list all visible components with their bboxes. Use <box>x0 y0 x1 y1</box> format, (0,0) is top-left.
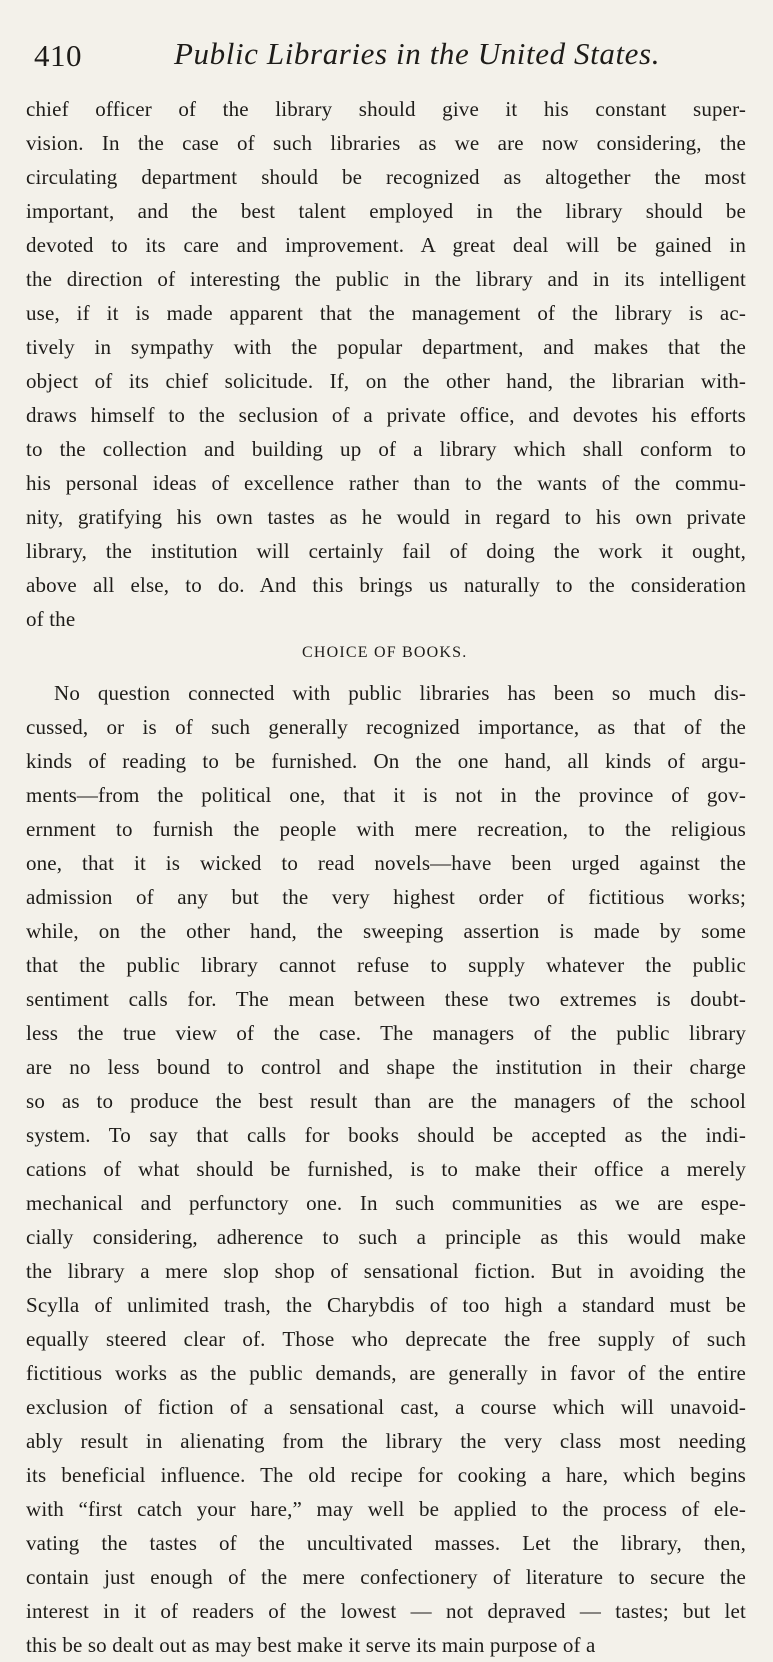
section-heading: CHOICE OF BOOKS. <box>302 644 468 661</box>
text-line: kinds of reading to be furnished. On the one hand, all kinds of argu- <box>26 749 746 773</box>
text-line: library, the institution will certainly fail of doing the work it ought, <box>26 539 746 563</box>
text-line: nity, gratifying his own tastes as he would in regard to his own private <box>26 505 746 529</box>
text-line: chief officer of the library should give it his constant super- <box>26 97 746 121</box>
text-line: the library a mere slop shop of sensational fiction. But in avoiding the <box>26 1259 746 1283</box>
text-line: that the public library cannot refuse to supply whatever the public <box>26 953 746 977</box>
text-line: contain just enough of the mere confectionery of literature to secure the <box>26 1565 746 1589</box>
text-line: circulating department should be recognized as altogether the most <box>26 165 746 189</box>
text-line: less the true view of the case. The managers of the public library <box>26 1021 746 1045</box>
text-line: sentiment calls for. The mean between these two extremes is doubt- <box>26 987 746 1011</box>
text-line: of the <box>26 607 76 631</box>
text-line: exclusion of fiction of a sensational cast, a course which will unavoid- <box>26 1395 746 1419</box>
text-line: the direction of interesting the public in the library and in its intelligent <box>26 267 746 291</box>
page-number: 410 <box>34 38 82 73</box>
text-line: cially considering, adherence to such a principle as this would make <box>26 1225 746 1249</box>
paragraph-1 <box>26 92 746 636</box>
running-title: Public Libraries in the United States. <box>174 36 661 71</box>
text-line: are no less bound to control and shape the institution in their charge <box>26 1055 746 1079</box>
text-line: vision. In the case of such libraries as we are now considering, the <box>26 131 746 155</box>
text-line: cations of what should be furnished, is to make their office a merely <box>26 1157 746 1181</box>
text-line: its beneficial influence. The old recipe for cooking a hare, which begins <box>26 1463 746 1487</box>
text-line: system. To say that calls for books should be accepted as the indi- <box>26 1123 746 1147</box>
text-line: devoted to its care and improvement. A great deal will be gained in <box>26 233 746 257</box>
paragraph-2 <box>26 676 746 1662</box>
text-line: vating the tastes of the uncultivated masses. Let the library, then, <box>26 1531 746 1555</box>
text-line: object of its chief solicitude. If, on the other hand, the librarian with- <box>26 369 746 393</box>
text-line: this be so dealt out as may best make it serve its main purpose of a <box>26 1633 596 1657</box>
text-line: admission of any but the very highest order of fictitious works; <box>26 885 746 909</box>
text-line: interest in it of readers of the lowest — not depraved — tastes; but let <box>26 1599 746 1623</box>
text-line: cussed, or is of such generally recognized importance, as that of the <box>26 715 746 739</box>
text-line: ernment to furnish the people with mere recreation, to the religious <box>26 817 746 841</box>
text-line: to the collection and building up of a library which shall conform to <box>26 437 746 461</box>
page-header <box>26 36 746 82</box>
text-line: with “first catch your hare,” may well be applied to the process of ele- <box>26 1497 746 1521</box>
text-line: tively in sympathy with the popular department, and makes that the <box>26 335 746 359</box>
text-line: fictitious works as the public demands, are generally in favor of the entire <box>26 1361 746 1385</box>
text-line: his personal ideas of excellence rather than to the wants of the commu- <box>26 471 746 495</box>
text-line: mechanical and perfunctory one. In such communities as we are espe- <box>26 1191 746 1215</box>
text-line: use, if it is made apparent that the management of the library is ac- <box>26 301 746 325</box>
book-page <box>26 36 746 1662</box>
text-line: No question connected with public libraries has been so much dis- <box>54 681 746 705</box>
text-line: so as to produce the best result than are the managers of the school <box>26 1089 746 1113</box>
text-line: while, on the other hand, the sweeping assertion is made by some <box>26 919 746 943</box>
text-line: draws himself to the seclusion of a private office, and devotes his efforts <box>26 403 746 427</box>
text-line: Scylla of unlimited trash, the Charybdis of too high a standard must be <box>26 1293 746 1317</box>
text-line: ments—from the political one, that it is not in the province of gov- <box>26 783 746 807</box>
text-line: one, that it is wicked to read novels—have been urged against the <box>26 851 746 875</box>
text-line: ably result in alienating from the library the very class most needing <box>26 1429 746 1453</box>
text-line: important, and the best talent employed in the library should be <box>26 199 746 223</box>
text-line: equally steered clear of. Those who deprecate the free supply of such <box>26 1327 746 1351</box>
text-line: above all else, to do. And this brings us naturally to the consideration <box>26 573 746 597</box>
